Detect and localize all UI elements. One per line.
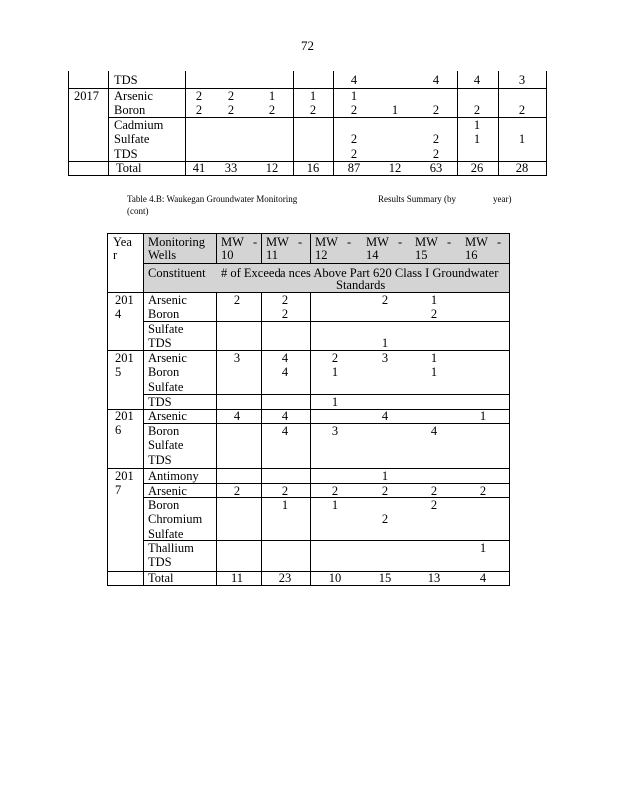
table-1-cell: 2 2: [432, 132, 440, 161]
table-2-total: 13: [427, 571, 441, 585]
header-well: MW - 12: [315, 235, 352, 262]
constituent-cell: Arsenic Boron: [148, 293, 187, 322]
table-2-total: 4: [479, 571, 487, 585]
table-1-cell: 4: [432, 73, 440, 87]
table-1-cell: 1 2: [350, 89, 358, 118]
table-1-cell: 1 2: [309, 89, 317, 118]
header-well: MW - 11: [266, 235, 303, 262]
table-1-cell: 1 2: [268, 89, 276, 118]
table-1-cell: 4: [473, 73, 481, 87]
constituent-cell: Arsenic: [148, 409, 187, 423]
header-exceed-a: # of Exceed: [221, 266, 281, 280]
year-cell: 201 6: [115, 409, 134, 438]
value-cell: 4: [381, 409, 389, 423]
value-cell: 2: [331, 484, 339, 498]
value-cell: 1: [281, 498, 289, 512]
table-1-cell-constituent: Arsenic Boron: [114, 89, 153, 118]
table-1-cell: 2 2: [350, 132, 358, 161]
header-well: MW - 10: [221, 235, 258, 262]
header-year: Yea r: [113, 235, 132, 262]
table-1-cell: 2 2: [195, 89, 203, 118]
value-cell: 2: [381, 484, 389, 498]
header-constituent: Constituent: [148, 266, 206, 280]
year-cell: 201 5: [115, 351, 134, 380]
value-cell: 2: [233, 484, 241, 498]
constituent-cell: Boron Chromium Sulfate: [148, 498, 203, 541]
table-1-total: 28: [515, 161, 529, 175]
value-cell: 1 2: [430, 293, 438, 322]
caption-cont: (cont): [127, 206, 149, 216]
table-1-total: 12: [388, 161, 402, 175]
table-1-cell: 3: [518, 73, 526, 87]
table-2-total: 23: [278, 571, 292, 585]
page-number: 72: [301, 38, 314, 53]
header-exceed-b: a nces Above Part 620 Class I Groundwater: [280, 266, 499, 280]
table-1-cell: 1: [391, 103, 399, 118]
table-1-cell: 2 2: [227, 89, 235, 118]
value-cell: 1 1: [430, 351, 438, 380]
table-2-total: 15: [378, 571, 392, 585]
header-monitoring-wells: Monitoring Wells: [148, 235, 205, 262]
constituent-cell: TDS: [148, 395, 172, 409]
year-cell: 201 7: [115, 469, 134, 498]
table-2-total-label: Total: [148, 571, 174, 585]
value-cell: 4: [430, 424, 438, 438]
table-1-total: 33: [224, 161, 238, 175]
value-cell: 1: [331, 395, 339, 409]
value-cell: 2: [281, 484, 289, 498]
table-1-cell: 2: [473, 103, 481, 118]
value-cell: 1: [479, 541, 487, 555]
value-cell: 3: [381, 351, 389, 365]
table-1-cell: 2: [432, 103, 440, 118]
constituent-cell: Antimony: [148, 469, 199, 483]
value-cell: 1: [381, 336, 389, 351]
value-cell: 4: [281, 409, 289, 423]
value-cell: 2: [430, 484, 438, 498]
table-1-cell: 1: [518, 132, 526, 147]
table-1-cell: 2: [518, 103, 526, 118]
table-1-total: 41: [192, 161, 206, 175]
table-1-cell: 1 1: [473, 118, 481, 147]
value-cell: 3: [331, 424, 339, 438]
constituent-cell: Sulfate TDS: [148, 322, 184, 351]
table-2-total: 11: [230, 571, 244, 585]
value-cell: 4: [233, 409, 241, 423]
value-cell: 1: [479, 409, 487, 423]
year-cell: 201 4: [115, 293, 134, 322]
value-cell: 2: [479, 484, 487, 498]
value-cell: 1: [331, 498, 339, 512]
header-well: MW - 15: [415, 235, 452, 262]
header-well: MW - 14: [366, 235, 403, 262]
caption-left: Table 4.B: Waukegan Groundwater Monitoring: [127, 194, 298, 204]
table-1-total-label: Total: [116, 161, 142, 175]
table-1-cell-constituent: Cadmium Sulfate TDS: [114, 118, 164, 161]
value-cell: 2: [233, 293, 241, 307]
value-cell: 2 2: [281, 293, 289, 322]
table-1-total: 87: [347, 161, 361, 175]
constituent-cell: Arsenic: [148, 484, 187, 498]
table-1-total: 12: [265, 161, 279, 175]
value-cell: 4 4: [281, 351, 289, 380]
value-cell: 2: [381, 293, 389, 307]
table-1-total: 63: [429, 161, 443, 175]
header-well: MW - 16: [465, 235, 502, 262]
table-1-year: 2017: [74, 89, 99, 103]
table-1-total: 26: [470, 161, 484, 175]
value-cell: 2: [381, 512, 389, 527]
table-1-cell: 4: [350, 73, 358, 87]
value-cell: 3: [233, 351, 241, 365]
value-cell: 2: [430, 498, 438, 512]
caption-right: Results Summary (by: [378, 194, 456, 204]
value-cell: 4: [281, 424, 289, 438]
header-exceed-c: Standards: [336, 278, 386, 292]
constituent-cell: Thallium TDS: [148, 541, 194, 570]
value-cell: 1: [381, 469, 389, 483]
constituent-cell: Arsenic Boron Sulfate: [148, 351, 187, 394]
value-cell: 2 1: [331, 351, 339, 380]
table-2-total: 10: [328, 571, 342, 585]
constituent-cell: Boron Sulfate TDS: [148, 424, 184, 467]
caption-year: year): [493, 194, 512, 204]
table-1-total: 16: [306, 161, 320, 175]
table-1-cell-constituent: TDS: [114, 73, 138, 87]
